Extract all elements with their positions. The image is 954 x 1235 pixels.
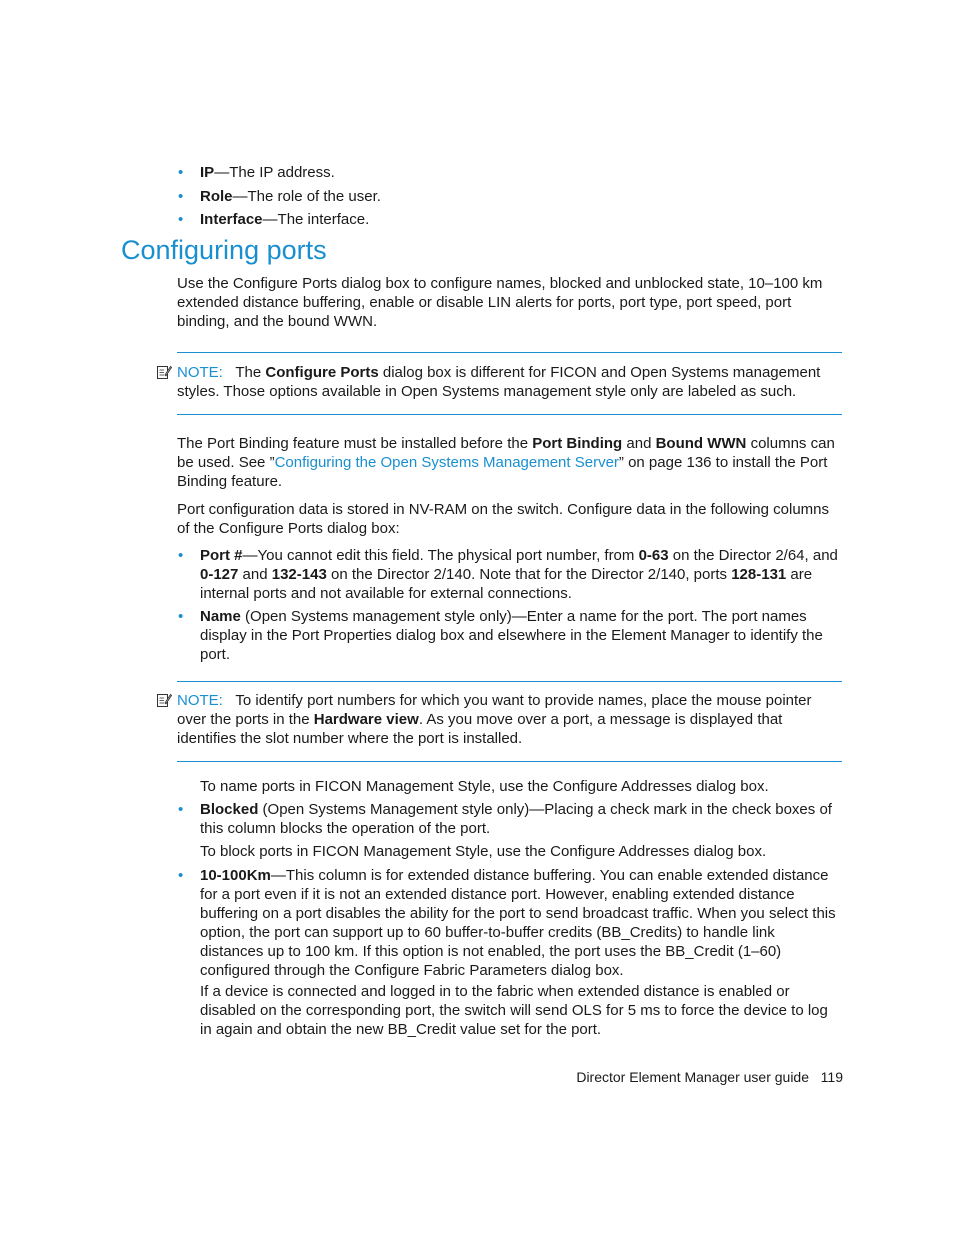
- text-part: —You cannot edit this field. The physical port number, from: [242, 547, 639, 564]
- bullet-dot: •: [178, 211, 184, 228]
- bullet-term: Name: [200, 608, 241, 625]
- note-label: NOTE:: [177, 692, 223, 709]
- cross-reference-link[interactable]: Configuring the Open Systems Management Server: [274, 454, 619, 471]
- list-item: [200, 607, 840, 664]
- bullet-text: —This column is for extended distance buffering. You can enable extended distance for a port even if it is not an extended distance port. However, enabling extended distance buffering on a port disables the ability for the port to send broadcast traffic. When you select this option, the port can support up to 60 buffer-to-buffer credits (BB_Credits) to handle link distances up to 100 km. If this option is not enabled, the port uses the BB_Credit (1–60) configured through the Configure Fabric Parameters dialog box.: [200, 867, 836, 979]
- bullet-term: Role: [200, 188, 233, 205]
- text-part: on the Director 2/140. Note that for the Director 2/140, ports: [326, 566, 732, 583]
- bullet-term: Interface: [200, 211, 263, 228]
- note-top-rule: [177, 681, 842, 682]
- bold-term: 0-127: [200, 566, 239, 583]
- note-bold: Hardware view: [313, 711, 419, 728]
- page-number: 119: [820, 1069, 843, 1085]
- ficon-block-paragraph: To block ports in FICON Management Style, use the Configure Addresses dialog box.: [200, 843, 767, 860]
- text-part: on the Director 2/64, and: [668, 547, 838, 564]
- list-item: [200, 187, 381, 206]
- note-pencil-icon: [156, 364, 172, 380]
- bullet-dot: •: [178, 547, 184, 564]
- bullet-term: 10-100Km: [200, 867, 271, 884]
- list-item: [200, 800, 840, 838]
- bold-term: 132-143: [271, 566, 327, 583]
- bold-term: 0-63: [638, 547, 669, 564]
- list-item: [200, 546, 840, 603]
- list-item: [200, 210, 369, 229]
- bold-term: 128-131: [731, 566, 787, 583]
- bullet-dot: •: [178, 188, 184, 205]
- list-item: [200, 866, 840, 980]
- note-top-rule: [177, 352, 842, 353]
- extended-distance-paragraph: If a device is connected and logged in to the fabric when extended distance is enabled or disabled on the corresponding port, the switch will send OLS for 5 ms to force the device to log in again and obtain the new BB_Credit value set for the port.: [200, 983, 828, 1038]
- bullet-dot: •: [178, 801, 184, 818]
- bullet-text: —The role of the user.: [232, 188, 381, 205]
- bullet-text: —The interface.: [262, 211, 370, 228]
- note-label: NOTE:: [177, 364, 223, 381]
- bullet-dot: •: [178, 608, 184, 625]
- bullet-dot: •: [178, 164, 184, 181]
- text-part: and: [622, 435, 656, 452]
- note-bold: Configure Ports: [265, 364, 379, 381]
- bold-term: Bound WWN: [655, 435, 747, 452]
- bullet-text: —The IP address.: [214, 164, 335, 181]
- text-part: and: [238, 566, 272, 583]
- bullet-text: (Open Systems Management style only)—Placing a check mark in the check boxes of this column blocks the operation of the port.: [200, 801, 832, 837]
- intro-paragraph: Use the Configure Ports dialog box to configure names, blocked and unblocked state, 10–100 km extended distance buffering, enable or disable LIN alerts for ports, port type, port speed, port binding, and the bound WWN.: [177, 275, 823, 330]
- bullet-term: IP: [200, 164, 215, 181]
- bold-term: Port Binding: [532, 435, 623, 452]
- note-text-part: To identify port numbers for which you want to provide names, place the mouse pointer over the ports in the: [177, 692, 812, 728]
- note-text-part: dialog box is different for FICON and Open Systems management styles. Those options available in Open Systems management style only are labeled as such.: [177, 364, 821, 400]
- port-binding-paragraph: [177, 434, 842, 491]
- text-part: columns can be used. See ”: [177, 435, 835, 471]
- note-bottom-rule: [177, 414, 842, 415]
- section-heading: Configuring ports: [121, 235, 327, 265]
- note-bottom-rule: [177, 761, 842, 762]
- text-part: are internal ports and not available for external connections.: [200, 566, 813, 602]
- bullet-term: Port #: [200, 547, 243, 564]
- bullet-dot: •: [178, 867, 184, 884]
- note-text: [177, 363, 842, 401]
- text-part: The Port Binding feature must be installed before the: [177, 435, 533, 452]
- page-footer: [576, 1068, 843, 1086]
- note-text-part: The: [235, 364, 266, 381]
- footer-title: Director Element Manager user guide: [576, 1069, 809, 1085]
- config-paragraph: Port configuration data is stored in NV-RAM on the switch. Configure data in the following columns of the Configure Ports dialog box:: [177, 501, 830, 537]
- text-part: ” on page 136 to install the Port Binding feature.: [177, 454, 828, 490]
- bullet-text: (Open Systems management style only)—Enter a name for the port. The port names display in the Port Properties dialog box and elsewhere in the Element Manager to identify the port.: [200, 608, 823, 663]
- list-item: [200, 163, 335, 182]
- note-text-part: . As you move over a port, a message is displayed that identifies the slot number where the port is installed.: [177, 711, 783, 747]
- ficon-name-paragraph: To name ports in FICON Management Style, use the Configure Addresses dialog box.: [200, 778, 769, 795]
- bullet-term: Blocked: [200, 801, 259, 818]
- note-text: [177, 691, 842, 748]
- note-pencil-icon: [156, 692, 172, 708]
